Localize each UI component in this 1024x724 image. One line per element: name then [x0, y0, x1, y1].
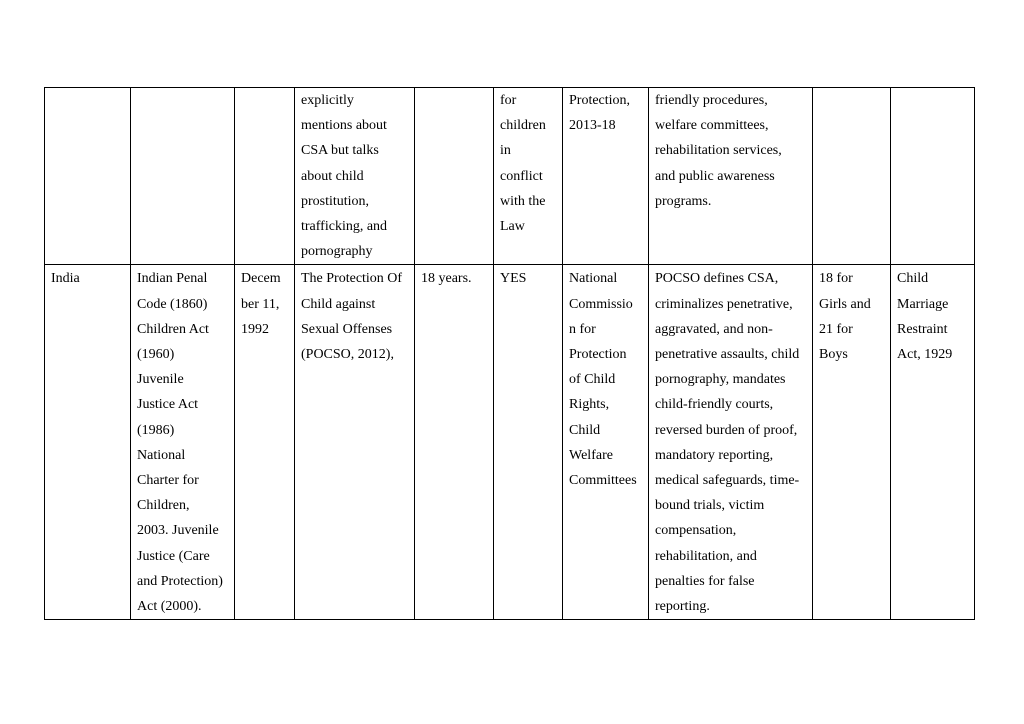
cell-text-line: Restraint: [897, 321, 948, 337]
cell-text-line: Justice Act: [137, 397, 199, 413]
key-provisions-cell: [649, 265, 813, 620]
cell-text-line: reversed burden of proof,: [655, 422, 798, 438]
cell-text-line: (1960): [137, 347, 175, 363]
cell-text-line: The Protection Of: [301, 271, 403, 287]
cell-text-line: penetrative assaults, child: [655, 347, 800, 363]
cell-text-line: rehabilitation services,: [655, 143, 782, 159]
cell-text-line: Indian Penal: [137, 271, 208, 287]
cell-text-line: ber 11,: [241, 296, 280, 312]
cell-text-line: YES: [500, 271, 527, 287]
cell-text-line: aggravated, and non-: [655, 321, 773, 337]
marriage-law-cell: [891, 88, 975, 265]
cell-text-line: Commissio: [569, 296, 633, 312]
cell-text-line: National: [569, 271, 618, 287]
cell-text-line: Marriage: [897, 296, 949, 312]
country-cell: [45, 265, 131, 620]
cell-text-line: criminalizes penetrative,: [655, 296, 793, 312]
cell-text-line: mentions about: [301, 118, 387, 134]
cell-text-line: Juvenile: [137, 372, 184, 388]
marriage-age-cell: [813, 265, 891, 620]
cell-text-line: Law: [500, 219, 525, 235]
cell-text-line: reporting.: [655, 599, 710, 615]
country-cell: [45, 88, 131, 265]
cell-text-line: conflict: [500, 168, 543, 184]
age-of-consent-cell: [415, 265, 494, 620]
cell-text-line: for: [500, 93, 517, 108]
cell-text-line: prostitution,: [301, 193, 370, 209]
cell-text-line: programs.: [655, 193, 712, 209]
cell-text-line: mandatory reporting,: [655, 447, 774, 463]
cell-text-line: POCSO defines CSA,: [655, 271, 779, 287]
cell-text-line: Code (1860): [137, 296, 208, 312]
cell-text-line: India: [51, 271, 80, 287]
cell-text-line: 2003. Juvenile: [137, 523, 219, 539]
laws-cell: [131, 88, 235, 265]
cell-text-line: CSA but talks: [301, 143, 379, 159]
cell-text-line: pornography: [301, 244, 373, 260]
csa-legislation-cell: [295, 88, 415, 265]
special-courts-cell: [494, 88, 563, 265]
cell-text-line: 2013-18: [569, 118, 616, 134]
cell-text-line: medical safeguards, time-: [655, 473, 800, 489]
cell-text-line: and public awareness: [655, 168, 775, 184]
cell-text-line: in: [500, 143, 511, 159]
cell-text-line: compensation,: [655, 523, 737, 539]
cell-text-line: child-friendly courts,: [655, 397, 774, 413]
cell-text-line: Child: [569, 422, 601, 438]
cell-text-line: 18 years.: [421, 271, 472, 287]
cell-text-line: with the: [500, 193, 546, 209]
marriage-law-cell: [891, 265, 975, 620]
cell-text-line: Sexual Offenses: [301, 321, 393, 337]
cell-text-line: Child against: [301, 296, 376, 312]
cell-text-line: Welfare: [569, 447, 613, 463]
cell-text-line: Decem: [241, 271, 281, 287]
cell-text-line: bound trials, victim: [655, 498, 765, 514]
cell-text-line: of Child: [569, 372, 616, 388]
cell-text-line: 21 for: [819, 321, 853, 337]
cell-text-line: Committees: [569, 473, 637, 489]
cell-text-line: 1992: [241, 321, 269, 337]
cell-text-line: Girls and: [819, 296, 871, 312]
country-law-table: [44, 87, 975, 620]
cell-text-line: children: [500, 118, 546, 134]
cell-text-line: 18 for: [819, 271, 853, 287]
cell-text-line: welfare committees,: [655, 118, 769, 134]
cell-text-line: Charter for: [137, 473, 199, 489]
cell-text-line: about child: [301, 168, 364, 184]
cell-text-line: Rights,: [569, 397, 610, 413]
cell-text-line: n for: [569, 321, 596, 337]
ratification-date-cell: [235, 265, 295, 620]
cell-text-line: (1986): [137, 422, 175, 438]
cell-text-line: pornography, mandates: [655, 372, 786, 388]
cell-text-line: Boys: [819, 347, 848, 363]
key-provisions-cell: [649, 88, 813, 265]
cell-text-line: and Protection): [137, 573, 223, 589]
child-protection-body-cell: [563, 265, 649, 620]
cell-text-line: rehabilitation, and: [655, 548, 757, 564]
cell-text-line: National: [137, 447, 186, 463]
ratification-date-cell: [235, 88, 295, 265]
special-courts-cell: [494, 265, 563, 620]
laws-cell: [131, 265, 235, 620]
cell-text-line: Children Act: [137, 321, 209, 337]
child-protection-body-cell: [563, 88, 649, 265]
cell-text-line: trafficking, and: [301, 219, 388, 235]
age-of-consent-cell: [415, 88, 494, 265]
cell-text-line: Protection,: [569, 93, 631, 108]
marriage-age-cell: [813, 88, 891, 265]
cell-text-line: (POCSO, 2012),: [301, 347, 394, 363]
cell-text-line: Protection: [569, 347, 627, 363]
cell-text-line: Justice (Care: [137, 548, 210, 564]
cell-text-line: Child: [897, 271, 929, 287]
cell-text-line: Children,: [137, 498, 190, 514]
table-row: [45, 88, 975, 265]
cell-text-line: penalties for false: [655, 573, 755, 589]
table-row: [45, 265, 975, 620]
cell-text-line: Act (2000).: [137, 599, 202, 615]
csa-legislation-cell: [295, 265, 415, 620]
cell-text-line: Act, 1929: [897, 347, 953, 363]
cell-text-line: friendly procedures,: [655, 93, 768, 108]
cell-text-line: explicitly: [301, 93, 354, 108]
